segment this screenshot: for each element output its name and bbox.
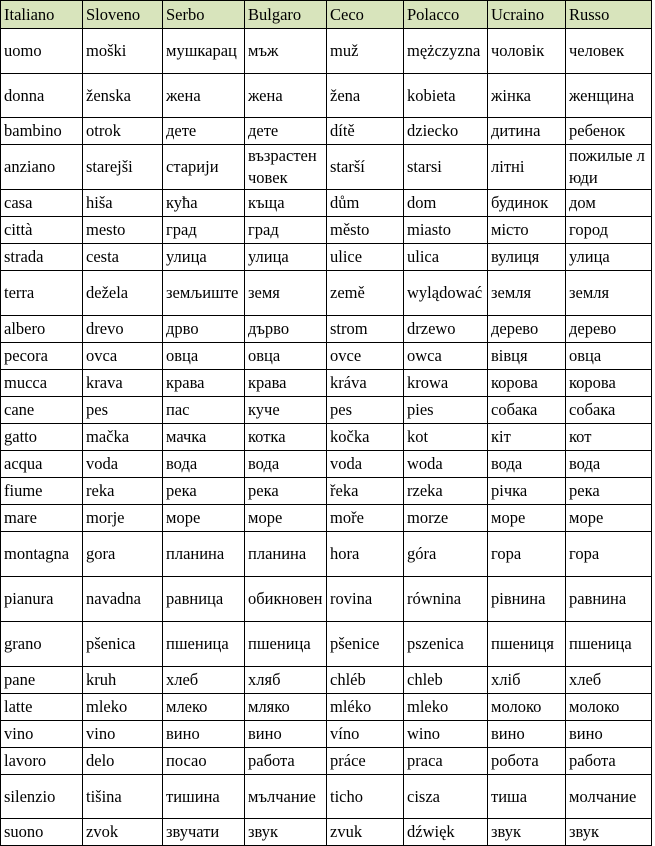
table-cell: muž	[327, 29, 404, 74]
table-cell: море	[245, 505, 327, 532]
table-cell: donna	[1, 74, 83, 118]
table-cell: дерево	[566, 316, 652, 343]
table-cell: chléb	[327, 667, 404, 694]
table-cell: дитина	[488, 118, 566, 145]
table-cell: рівнина	[488, 577, 566, 622]
table-row	[1, 505, 652, 532]
table-cell: mleko	[83, 694, 163, 721]
table-cell: дете	[245, 118, 327, 145]
table-cell: овца	[566, 343, 652, 370]
table-cell: хлеб	[163, 667, 245, 694]
table-cell: хліб	[488, 667, 566, 694]
table-cell: місто	[488, 217, 566, 244]
table-cell: літні	[488, 145, 566, 190]
column-header: Bulgaro	[245, 1, 327, 29]
table-row	[1, 217, 652, 244]
table-cell: ulice	[327, 244, 404, 271]
table-cell: starsi	[404, 145, 488, 190]
table-cell: річка	[488, 478, 566, 505]
table-cell: tišina	[83, 775, 163, 819]
table-cell: lavoro	[1, 748, 83, 775]
table-cell: молоко	[488, 694, 566, 721]
table-cell: вулиця	[488, 244, 566, 271]
table-row	[1, 819, 652, 846]
table-cell: casa	[1, 190, 83, 217]
table-cell: země	[327, 271, 404, 316]
table-cell: chleb	[404, 667, 488, 694]
table-cell: dziecko	[404, 118, 488, 145]
table-cell: otrok	[83, 118, 163, 145]
table-row	[1, 244, 652, 271]
table-cell: woda	[404, 451, 488, 478]
table-cell: посао	[163, 748, 245, 775]
table-cell: жена	[163, 74, 245, 118]
table-cell: strada	[1, 244, 83, 271]
table-cell: morje	[83, 505, 163, 532]
table-cell: vino	[83, 721, 163, 748]
table-cell: гора	[488, 532, 566, 577]
table-cell: dítě	[327, 118, 404, 145]
table-row	[1, 775, 652, 819]
table-header	[1, 1, 652, 29]
table-cell: acqua	[1, 451, 83, 478]
table-cell: zvuk	[327, 819, 404, 846]
table-cell: hora	[327, 532, 404, 577]
table-cell: корова	[566, 370, 652, 397]
table-row	[1, 343, 652, 370]
table-cell: práce	[327, 748, 404, 775]
table-cell: земля	[566, 271, 652, 316]
table-cell: град	[245, 217, 327, 244]
table-cell: zvok	[83, 819, 163, 846]
table-cell: собака	[566, 397, 652, 424]
table-cell: miasto	[404, 217, 488, 244]
table-cell: suono	[1, 819, 83, 846]
table-cell: drzewo	[404, 316, 488, 343]
table-cell: vino	[1, 721, 83, 748]
table-cell: тишина	[163, 775, 245, 819]
table-cell: вода	[163, 451, 245, 478]
column-header: Serbo	[163, 1, 245, 29]
table-cell: pes	[327, 397, 404, 424]
table-cell: равница	[163, 577, 245, 622]
table-cell: pies	[404, 397, 488, 424]
table-cell: молоко	[566, 694, 652, 721]
table-cell: овца	[245, 343, 327, 370]
table-cell: krowa	[404, 370, 488, 397]
table-cell: земя	[245, 271, 327, 316]
table-cell: река	[245, 478, 327, 505]
column-header: Ucraino	[488, 1, 566, 29]
table-body	[1, 29, 652, 846]
table-row	[1, 316, 652, 343]
table-cell: równina	[404, 577, 488, 622]
table-cell: wino	[404, 721, 488, 748]
table-cell: ovce	[327, 343, 404, 370]
table-row	[1, 190, 652, 217]
table-cell: пшеница	[163, 622, 245, 667]
table-cell: къща	[245, 190, 327, 217]
table-cell: terra	[1, 271, 83, 316]
table-cell: ulica	[404, 244, 488, 271]
table-cell: звук	[488, 819, 566, 846]
table-cell: дърво	[245, 316, 327, 343]
table-cell: кућа	[163, 190, 245, 217]
table-cell: cane	[1, 397, 83, 424]
table-cell: тиша	[488, 775, 566, 819]
table-cell: собака	[488, 397, 566, 424]
table-cell: fiume	[1, 478, 83, 505]
table-cell: звук	[566, 819, 652, 846]
table-row	[1, 424, 652, 451]
table-cell: планина	[245, 532, 327, 577]
table-cell: кот	[566, 424, 652, 451]
table-row	[1, 451, 652, 478]
table-cell: гора	[566, 532, 652, 577]
table-cell: пшеница	[245, 622, 327, 667]
table-row	[1, 271, 652, 316]
table-row	[1, 694, 652, 721]
table-cell: вино	[566, 721, 652, 748]
table-row	[1, 397, 652, 424]
table-cell: дерево	[488, 316, 566, 343]
table-cell: крава	[163, 370, 245, 397]
table-cell: мушкарац	[163, 29, 245, 74]
table-row	[1, 478, 652, 505]
table-row	[1, 370, 652, 397]
column-header: Polacco	[404, 1, 488, 29]
table-cell: пшениця	[488, 622, 566, 667]
table-cell: dům	[327, 190, 404, 217]
table-cell: равнина	[566, 577, 652, 622]
table-cell: вино	[245, 721, 327, 748]
table-cell: ženska	[83, 74, 163, 118]
table-cell: silenzio	[1, 775, 83, 819]
table-cell: gora	[83, 532, 163, 577]
column-header: Russo	[566, 1, 652, 29]
table-row	[1, 118, 652, 145]
table-cell: mesto	[83, 217, 163, 244]
table-cell: земљиште	[163, 271, 245, 316]
table-cell: вода	[488, 451, 566, 478]
table-cell: город	[566, 217, 652, 244]
table-cell: voda	[83, 451, 163, 478]
column-header: Ceco	[327, 1, 404, 29]
table-cell: krava	[83, 370, 163, 397]
table-cell: uomo	[1, 29, 83, 74]
table-cell: вода	[566, 451, 652, 478]
table-cell: работа	[566, 748, 652, 775]
table-row	[1, 721, 652, 748]
table-cell: ovca	[83, 343, 163, 370]
table-cell: улица	[163, 244, 245, 271]
table-cell: пожилые люди	[566, 145, 652, 190]
table-cell: ticho	[327, 775, 404, 819]
table-cell: жінка	[488, 74, 566, 118]
table-cell: млеко	[163, 694, 245, 721]
table-cell: kruh	[83, 667, 163, 694]
table-cell: montagna	[1, 532, 83, 577]
table-cell: voda	[327, 451, 404, 478]
table-cell: città	[1, 217, 83, 244]
table-cell: звук	[245, 819, 327, 846]
table-cell: море	[488, 505, 566, 532]
table-cell: вино	[163, 721, 245, 748]
table-cell: куче	[245, 397, 327, 424]
table-cell: mucca	[1, 370, 83, 397]
table-cell: owca	[404, 343, 488, 370]
table-cell: anziano	[1, 145, 83, 190]
table-cell: moški	[83, 29, 163, 74]
table-cell: pane	[1, 667, 83, 694]
table-cell: dźwięk	[404, 819, 488, 846]
table-cell: молчание	[566, 775, 652, 819]
table-cell: cesta	[83, 244, 163, 271]
table-cell: delo	[83, 748, 163, 775]
table-cell: město	[327, 217, 404, 244]
table-cell: kočka	[327, 424, 404, 451]
table-cell: вода	[245, 451, 327, 478]
table-cell: хлеб	[566, 667, 652, 694]
table-cell: strom	[327, 316, 404, 343]
table-cell: корова	[488, 370, 566, 397]
table-cell: человек	[566, 29, 652, 74]
table-cell: хляб	[245, 667, 327, 694]
table-cell: gatto	[1, 424, 83, 451]
table-cell: starejši	[83, 145, 163, 190]
column-header: Sloveno	[83, 1, 163, 29]
table-cell: wylądować	[404, 271, 488, 316]
table-cell: мачка	[163, 424, 245, 451]
table-cell: мълчание	[245, 775, 327, 819]
table-cell: hiša	[83, 190, 163, 217]
table-cell: navadna	[83, 577, 163, 622]
table-cell: dežela	[83, 271, 163, 316]
table-cell: кіт	[488, 424, 566, 451]
table-cell: планина	[163, 532, 245, 577]
table-cell: котка	[245, 424, 327, 451]
table-cell: звучати	[163, 819, 245, 846]
table-cell: mare	[1, 505, 83, 532]
table-cell: мъж	[245, 29, 327, 74]
table-cell: мляко	[245, 694, 327, 721]
table-cell: старији	[163, 145, 245, 190]
table-cell: pszenica	[404, 622, 488, 667]
table-cell: góra	[404, 532, 488, 577]
table-cell: mléko	[327, 694, 404, 721]
table-cell: робота	[488, 748, 566, 775]
table-cell: kot	[404, 424, 488, 451]
table-row	[1, 667, 652, 694]
table-cell: grano	[1, 622, 83, 667]
table-row	[1, 145, 652, 190]
table-cell: mleko	[404, 694, 488, 721]
table-cell: море	[566, 505, 652, 532]
table-cell: дете	[163, 118, 245, 145]
header-row	[1, 1, 652, 29]
table-cell: latte	[1, 694, 83, 721]
table-cell: овца	[163, 343, 245, 370]
table-cell: kráva	[327, 370, 404, 397]
table-cell: víno	[327, 721, 404, 748]
table-cell: pšenica	[83, 622, 163, 667]
table-cell: praca	[404, 748, 488, 775]
table-cell: град	[163, 217, 245, 244]
table-cell: будинок	[488, 190, 566, 217]
table-cell: morze	[404, 505, 488, 532]
column-header: Italiano	[1, 1, 83, 29]
table-cell: bambino	[1, 118, 83, 145]
table-cell: обикновен	[245, 577, 327, 622]
table-cell: starší	[327, 145, 404, 190]
table-cell: mačka	[83, 424, 163, 451]
table-cell: reka	[83, 478, 163, 505]
table-cell: pianura	[1, 577, 83, 622]
table-cell: dom	[404, 190, 488, 217]
table-cell: вівця	[488, 343, 566, 370]
table-cell: rovina	[327, 577, 404, 622]
table-row	[1, 577, 652, 622]
table-cell: възрастен човек	[245, 145, 327, 190]
table-cell: чоловік	[488, 29, 566, 74]
table-cell: река	[566, 478, 652, 505]
table-cell: улица	[566, 244, 652, 271]
table-cell: cisza	[404, 775, 488, 819]
table-cell: mężczyzna	[404, 29, 488, 74]
table-cell: pes	[83, 397, 163, 424]
table-cell: вино	[488, 721, 566, 748]
table-row	[1, 532, 652, 577]
table-cell: pecora	[1, 343, 83, 370]
table-cell: земля	[488, 271, 566, 316]
table-row	[1, 74, 652, 118]
table-cell: drevo	[83, 316, 163, 343]
table-cell: řeka	[327, 478, 404, 505]
table-cell: река	[163, 478, 245, 505]
table-row	[1, 622, 652, 667]
table-cell: ребенок	[566, 118, 652, 145]
table-cell: дрво	[163, 316, 245, 343]
table-cell: moře	[327, 505, 404, 532]
table-cell: albero	[1, 316, 83, 343]
table-cell: крава	[245, 370, 327, 397]
table-cell: rzeka	[404, 478, 488, 505]
table-cell: море	[163, 505, 245, 532]
table-cell: пшеница	[566, 622, 652, 667]
table-cell: жена	[245, 74, 327, 118]
table-cell: дом	[566, 190, 652, 217]
table-row	[1, 29, 652, 74]
table-row	[1, 748, 652, 775]
table-cell: kobieta	[404, 74, 488, 118]
table-cell: улица	[245, 244, 327, 271]
table-cell: žena	[327, 74, 404, 118]
table-cell: работа	[245, 748, 327, 775]
table-cell: пас	[163, 397, 245, 424]
table-cell: pšenice	[327, 622, 404, 667]
table-cell: женщина	[566, 74, 652, 118]
